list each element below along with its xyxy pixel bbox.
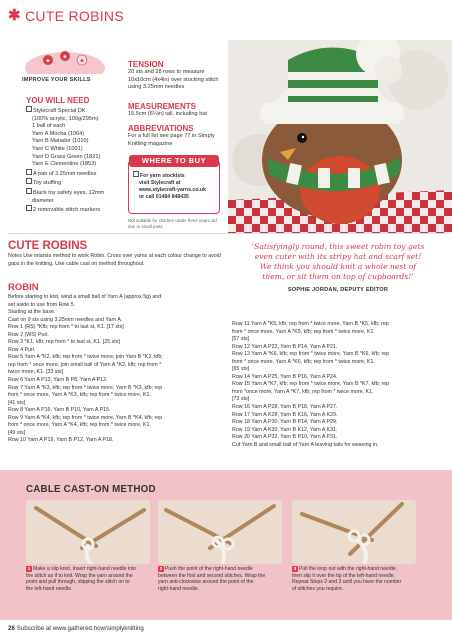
list-item: Yarn C White (1001)	[32, 145, 83, 152]
list-item: Yarn A Mocha (1064)	[32, 130, 85, 137]
checkbox-icon	[26, 188, 32, 194]
list-item: Stylecraft Special DK	[26, 106, 124, 116]
step-number-badge: 1	[27, 566, 31, 571]
svg-text:★: ★	[45, 58, 51, 65]
list-item: diameter	[32, 197, 54, 204]
checkbox-icon	[26, 178, 32, 184]
list-item: Black toy safety eyes, 12mm	[26, 188, 124, 198]
step-2-text: 2 Push the point of the right-hand needle between the first and second stitches. Wrap the yarn anti-clockwise around the point of the right-hand needle.	[158, 566, 266, 592]
page-footer	[8, 625, 144, 632]
pattern-heading: CUTE ROBINS	[8, 240, 88, 252]
tension-heading: TENSION	[128, 60, 164, 69]
pattern-notes: Notes Use intarsia method to work Robin. Cross over yarns at each colour change to avoid gaps in the knitting. Use cable cast on method throughout.	[8, 253, 221, 267]
list-item: Toy stuffing	[26, 178, 124, 188]
list-item: Yarn D Grass Green (1821)	[32, 153, 101, 160]
skill-rating-graphic	[20, 46, 110, 74]
tension-text: 20 sts and 28 rows to measure 10x10cm (4x4in) over stocking stitch using 3.25mm needles	[128, 69, 219, 91]
step-number-badge: 2	[159, 566, 163, 571]
abbreviations-text: For a full list see page 77 in Simply Knitting magazine	[128, 133, 215, 147]
svg-text:★: ★	[62, 54, 68, 61]
checkbox-icon	[133, 171, 139, 177]
section-divider	[8, 233, 448, 234]
checkbox-icon	[26, 205, 32, 211]
pattern-right-column: Row 11 Yarn A *K5, kfb; rep from * twice more, Yarn B *K5, kfb; rep from * once more, Yarn A *K5, kfb; rep from * twice more, K1. [57 sts] Row 12 Yarn A P22, Yarn B P14, Yarn A P21. Row 13 Yarn A *K6, kfb; rep from * twice more, Yarn B *K6, kfb; rep from * once more, Yarn A *K6, kfb; rep from * twice more, K1. [65 sts] Row 14 Yarn A P25, Yarn B P16, Yarn A P24. Row 15 Yarn A *K7, kfb; rep from * twice more, Yarn B *K7, kfb; rep from *once more, Yarn A *K7, kfb; rep from * twice more, K1. [73 sts] Row 16 Yarn A P28, Yarn B P18, Yarn A P27. Row 17 Yarn A K28, Yarn B K16, Yarn A K29. Row 18 Yarn A P30, Yarn B P14, Yarn A P29. Row 19 Yarn A K30, Yarn B K12, Yarn A K31. Row 20 Yarn A P32, Yarn B P10, Yarn A P31. Cut Yarn B and small ball of Yarn A leaving tails for weaving in.	[232, 321, 390, 448]
skills-label: IMPROVE YOUR SKILLS	[22, 77, 91, 83]
step-1-photo	[26, 500, 150, 564]
page-number: 26	[8, 625, 15, 632]
checkbox-icon	[26, 106, 32, 112]
need-heading: YOU WILL NEED	[26, 96, 90, 105]
list-item: A pair of 3.25mm needles	[26, 169, 124, 179]
cable-heading: CABLE CAST-ON METHOD	[26, 484, 156, 495]
list-item: Yarn E Clementine (1853)	[32, 161, 97, 168]
list-item: 1 ball of each	[32, 123, 66, 130]
step-2-photo	[158, 500, 282, 564]
robin-toy-photo	[228, 40, 452, 234]
subscribe-link[interactable]: Subscribe at www.gathered.how/simplyknitting	[16, 625, 144, 632]
asterisk-icon: ✱	[8, 7, 21, 24]
where-to-buy-text: For yarn stockists visit Stylecraft at www.stylecraft-yarns.co.uk or call 01484 848435	[133, 171, 206, 201]
list-item: (100% acrylic, 100g/295m)	[32, 115, 99, 122]
step-number-badge: 3	[293, 566, 297, 571]
step-1-text: 1 Make a slip knot. Insert right-hand needle into the stitch as if to knit. Wrap the yarn around the point and pull through, slipping the stitch on to the left-hand needle.	[26, 566, 137, 592]
need-list	[26, 106, 124, 215]
where-to-buy-box	[128, 156, 220, 214]
pattern-left-column: Before starting to knit, wind a small ball of Yarn A (approx 5g) and set aside to use from Row 5. Starting at the base. Cast on 9 sts using 3.25mm needles and Yarn A. Row 1 (RS) *Kfb; rep from * to last st, K1. [17 sts] Row 2 (WS) Purl. Row 3 *K1, kfb; rep from * to last st, K1. [25 sts] Row 4 Purl. Row 5 Yarn A *K2, kfb; rep from * twice more, join Yarn B *K2, kfb; rep from * once more, join small ball of Yarn A *K2, kfb; rep from * twice more, K1. [33 sts] Row 6 Yarn A P13, Yarn B P8, Yarn A P12. Row 7 Yarn A *K3, kfb; rep from * twice more, Yarn B *K3, kfb; rep from * once more, Yarn A *K3, kfb; rep from * twice more, K1. [41 sts] Row 8 Yarn A P16, Yarn B P10, Yarn A P15. Row 9 Yarn A *K4, kfb; rep from * twice more, Yarn B *K4, kfb; rep from * once more, Yarn A *K4, kfb; rep from * twice more, K1. [49 sts] Row 10 Yarn A P19, Yarn B P12, Yarn A P18.	[8, 294, 163, 444]
step-3-photo	[292, 500, 416, 564]
list-item: 2 removable stitch markers	[26, 205, 124, 215]
step-3-text: 3 Pull the loop out with the right-hand needle, then slip it over the tip of the left-hand needle. Repeat Steps 2 and 3 until you have the number of stitches you require.	[292, 566, 402, 592]
abbreviations-heading: ABBREVIATIONS	[128, 124, 194, 133]
safety-warning: Not suitable for children under three years old due to small parts	[128, 218, 217, 229]
measurements-text: 15.5cm (6¼in) tall, including hat	[128, 111, 207, 117]
list-item: Yarn B Matador (1010)	[32, 138, 89, 145]
robin-heading: ROBIN	[8, 282, 39, 293]
measurements-heading: MEASUREMENTS	[128, 102, 197, 111]
where-to-buy-title: WHERE TO BUY	[129, 155, 219, 167]
checkbox-icon	[26, 169, 32, 175]
quote-author: SOPHIE JORDAN, DEPUTY EDITOR	[287, 287, 389, 293]
svg-text:★: ★	[79, 58, 85, 65]
page-title: CUTE ROBINS	[25, 8, 124, 24]
